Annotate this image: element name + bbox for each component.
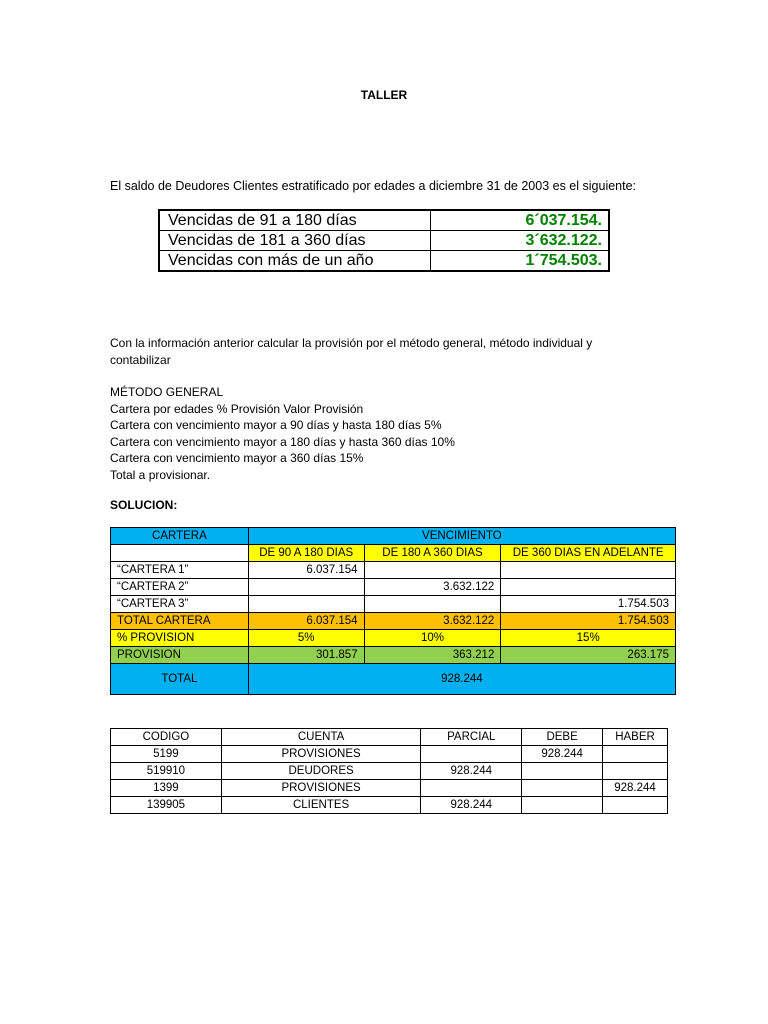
table-cell: PROVISIONES — [221, 780, 421, 797]
total-label: TOTAL — [111, 664, 249, 695]
balance-label: Vencidas de 91 a 180 días — [159, 210, 431, 231]
balances-table — [158, 209, 610, 272]
cartera-value — [364, 596, 501, 613]
table-row — [111, 545, 676, 562]
table-row — [111, 763, 668, 780]
provision-pct-value: 10% — [364, 630, 501, 647]
cartera-value — [501, 579, 676, 596]
table-cell: 519910 — [111, 763, 222, 780]
provision-value: 363.212 — [364, 647, 501, 664]
column-header: HABER — [603, 729, 668, 746]
table-cell: 139905 — [111, 797, 222, 814]
provision-pct-value: 15% — [501, 630, 676, 647]
period-header: DE 360 DIAS EN ADELANTE — [501, 545, 676, 562]
column-header: DEBE — [522, 729, 603, 746]
table-row — [111, 647, 676, 664]
table-row — [111, 746, 668, 763]
table-cell: 928.244 — [522, 746, 603, 763]
method-section — [110, 384, 455, 483]
solution-table — [110, 527, 676, 695]
cartera-value — [248, 596, 364, 613]
method-line: Cartera con vencimiento mayor a 180 días y hasta 360 días 10% — [110, 434, 455, 449]
provision-value: 301.857 — [248, 647, 364, 664]
balance-value: 3´632.122. — [431, 231, 610, 251]
provision-value: 263.175 — [501, 647, 676, 664]
table-cell: 1399 — [111, 780, 222, 797]
table-row — [159, 251, 609, 272]
table-cell — [522, 780, 603, 797]
table-row — [159, 210, 609, 231]
table-cell: CLIENTES — [221, 797, 421, 814]
provision-label: PROVISION — [111, 647, 249, 664]
total-value: 928.244 — [248, 664, 675, 695]
table-row — [111, 780, 668, 797]
table-row — [111, 729, 668, 746]
table-cell: DEUDORES — [221, 763, 421, 780]
balance-value: 1´754.503. — [431, 251, 610, 272]
table-row — [111, 528, 676, 545]
table-cell: 928.244 — [603, 780, 668, 797]
table-row — [111, 630, 676, 647]
header-vencimiento: VENCIMIENTO — [248, 528, 675, 545]
document-title: TALLER — [360, 88, 408, 102]
table-cell: PROVISIONES — [221, 746, 421, 763]
cartera-label: “CARTERA 3” — [111, 596, 249, 613]
cartera-label: “CARTERA 2” — [111, 579, 249, 596]
instructions-line: Con la información anterior calcular la provisión por el método general, método individual y — [110, 336, 593, 350]
table-cell: 928.244 — [421, 797, 522, 814]
method-line: Total a provisionar. — [110, 467, 211, 482]
total-cartera-value: 6.037.154 — [248, 613, 364, 630]
method-line: Cartera con vencimiento mayor a 90 días y hasta 180 días 5% — [110, 418, 442, 432]
accounting-table — [110, 728, 668, 814]
table-row — [111, 664, 676, 695]
table-cell — [603, 763, 668, 780]
instructions — [110, 335, 592, 368]
table-cell — [421, 780, 522, 797]
method-line: Cartera con vencimiento mayor a 360 días 15% — [110, 451, 364, 465]
table-row — [111, 613, 676, 630]
column-header: CUENTA — [221, 729, 421, 746]
total-cartera-label: TOTAL CARTERA — [111, 613, 249, 630]
table-cell: 928.244 — [421, 763, 522, 780]
table-row — [111, 579, 676, 596]
period-header: DE 90 A 180 DIAS — [248, 545, 364, 562]
table-cell — [522, 797, 603, 814]
total-cartera-value: 3.632.122 — [364, 613, 501, 630]
column-header: CODIGO — [111, 729, 222, 746]
period-header: DE 180 A 360 DIAS — [364, 545, 501, 562]
table-cell: 5199 — [111, 746, 222, 763]
cartera-value: 1.754.503 — [501, 596, 676, 613]
table-cell — [522, 763, 603, 780]
table-row — [111, 797, 668, 814]
balance-label: Vencidas con más de un año — [159, 251, 431, 272]
cartera-value: 3.632.122 — [364, 579, 501, 596]
method-line: Cartera por edades % Provisión Valor Provisión — [110, 401, 364, 416]
balance-value: 6´037.154. — [431, 210, 610, 231]
cartera-label: “CARTERA 1” — [111, 562, 249, 579]
table-row — [111, 596, 676, 613]
intro-text: El saldo de Deudores Clientes estratificado por edades a diciembre 31 de 2003 es el siguiente: — [110, 179, 637, 193]
table-cell — [603, 746, 668, 763]
cartera-value: 6.037.154 — [248, 562, 364, 579]
total-cartera-value: 1.754.503 — [501, 613, 676, 630]
table-cell — [603, 797, 668, 814]
header-cartera: CARTERA — [111, 528, 249, 545]
table-row — [159, 231, 609, 251]
balance-label: Vencidas de 181 a 360 días — [159, 231, 431, 251]
cartera-value — [501, 562, 676, 579]
provision-pct-value: 5% — [248, 630, 364, 647]
table-cell — [421, 746, 522, 763]
method-heading: MÉTODO GENERAL — [110, 385, 224, 399]
table-row — [111, 562, 676, 579]
cartera-value — [364, 562, 501, 579]
column-header: PARCIAL — [421, 729, 522, 746]
empty-cell — [111, 545, 249, 562]
instructions-line: contabilizar — [110, 352, 171, 367]
provision-pct-label: % PROVISION — [111, 630, 249, 647]
cartera-value — [248, 579, 364, 596]
solution-label: SOLUCION: — [110, 498, 178, 512]
